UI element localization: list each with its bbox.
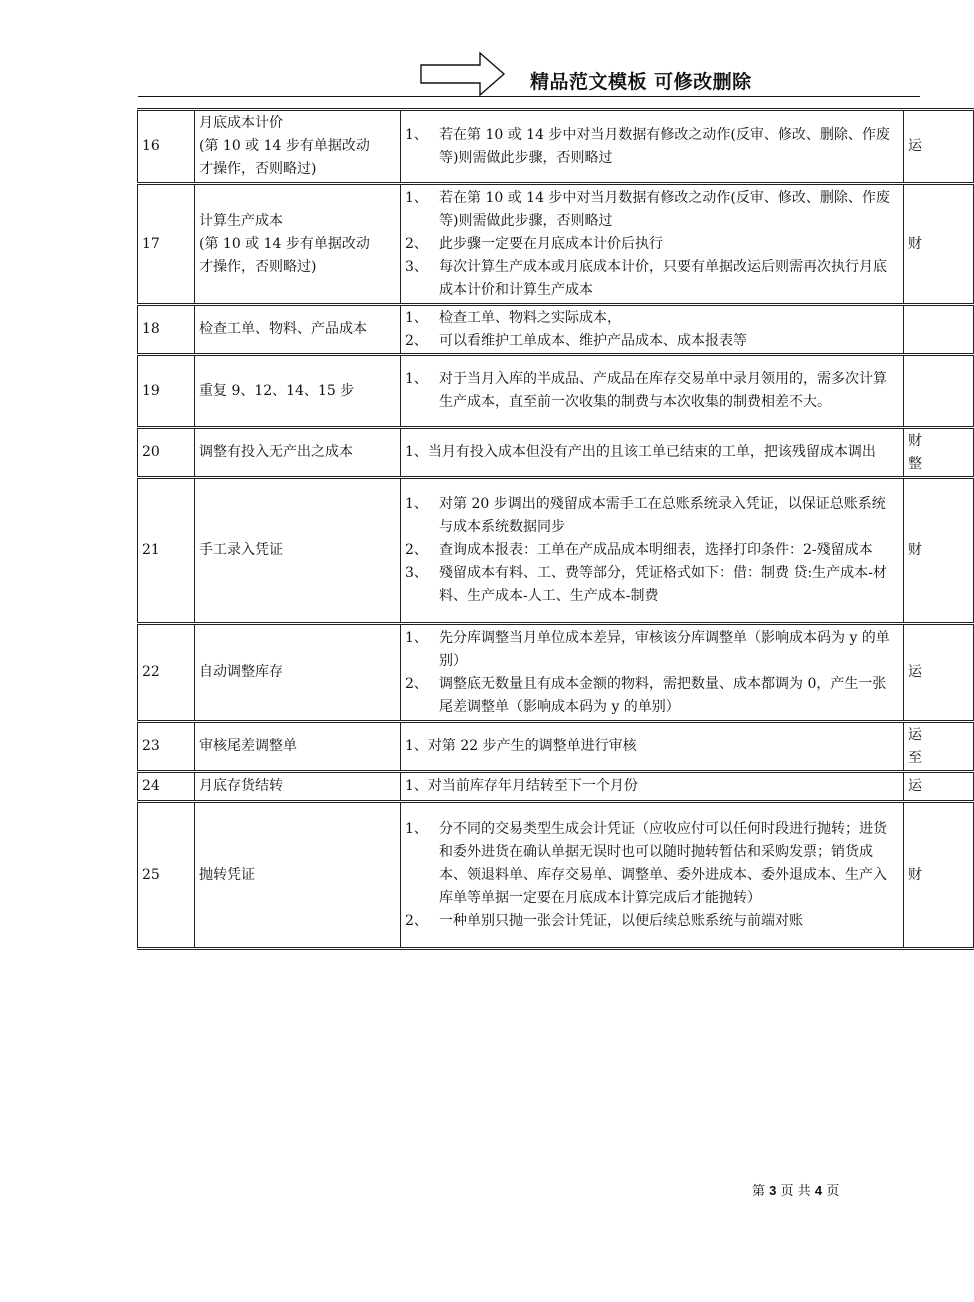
step-name [195,772,401,802]
item-text: 此步骤一定要在月底成本计价后执行 [439,235,663,252]
item-marker: 1、 [405,496,428,512]
item-text: 可以看维护工单成本、维护产品成本、成本报表等 [439,332,747,349]
description-item [405,493,899,539]
item-text: 对于当月入库的半成品、产成品在库存交易单中录月领用的，需多次计算生产成本，直至前一次收集的制费与本次收集的制费相差不大。 [439,371,887,410]
description-item [405,187,899,233]
step-number: 22 [138,624,195,722]
step-number: 23 [138,722,195,772]
table-row [138,802,974,949]
step-description [401,478,904,624]
item-marker: 3、 [405,258,428,275]
description-item [405,673,899,719]
step-description [401,184,904,305]
table-row [138,110,974,184]
step-number: 20 [138,428,195,478]
responsible-cell: 运 至 [904,722,974,772]
responsible-cell: 财 [904,478,974,624]
page-footer [752,1180,839,1199]
step-description [401,428,904,478]
item-marker: 2、 [405,542,428,558]
header-rule [138,96,920,97]
item-marker: 1、 [405,189,428,206]
step-number: 21 [138,478,195,624]
responsible-cell: 财 整 [904,428,974,478]
process-table-wrapper [137,108,920,950]
responsible-cell: 运 [904,772,974,802]
item-marker: 1、 [405,371,428,387]
item-marker: 1、 [405,820,428,837]
step-name-line: 抛转凭证 [199,866,255,883]
table-row [138,722,974,772]
footer-prefix: 第 [752,1184,766,1199]
item-text: 先分库调整当月单位成本差异，审核该分库调整单（影响成本码为 y 的单别） [439,629,890,669]
step-name-line: (第 10 或 14 步有单据改动 [199,235,370,252]
description-item [405,775,899,798]
item-text: 调整底无数量且有成本金额的物料，需把数量、成本都调为 0，产生一张尾差调整单（影响成本码为 y 的单别） [439,675,887,715]
step-name [195,624,401,722]
table-row [138,184,974,305]
description-item [405,441,899,464]
arrow-icon [420,52,506,96]
item-text: 每次计算生产成本或月底成本计价，只要有单据改运后则需再次执行月底成本计价和计算生产成本 [439,258,887,298]
step-name-line: 审核尾差调整单 [199,738,297,754]
step-description [401,624,904,722]
responsible-cell [904,355,974,428]
description-item [405,910,899,933]
footer-mid: 页 共 [780,1184,811,1199]
table-row [138,355,974,428]
description-item [405,330,899,353]
step-description [401,110,904,184]
process-table [137,108,974,950]
step-name-line: 才操作，否则略过) [199,161,317,177]
description-item [405,562,899,608]
step-name-line: 调整有投入无产出之成本 [199,444,353,460]
step-name [195,802,401,949]
step-description [401,802,904,949]
table-row [138,624,974,722]
step-name-line: 检查工单、物料、产品成本 [199,321,367,337]
item-text: 检查工单、物料之实际成本， [439,309,621,326]
item-marker: 1、 [405,309,428,326]
item-marker: 2、 [405,675,428,692]
item-text: 1、当月有投入成本但没有产出的且该工单已结束的工单，把该残留成本调出 [405,444,876,460]
responsible-cell: 运 [904,624,974,722]
step-name [195,722,401,772]
step-number: 17 [138,184,195,305]
step-description [401,305,904,355]
step-description [401,722,904,772]
responsible-cell: 运 [904,110,974,184]
step-name [195,305,401,355]
step-name-line: 计算生产成本 [199,212,283,229]
item-marker: 1、 [405,126,428,143]
description-item [405,368,899,414]
step-name-line: 月底存货结转 [199,778,283,794]
step-name-line: 才操作，否则略过) [199,258,317,275]
item-text: 若在第 10 或 14 步中对当月数据有修改之动作(反审、修改、删除、作废等)则需做此步骤，否则略过 [439,189,890,229]
item-text: 殘留成本有料、工、费等部分，凭证格式如下：借：制费 贷:生产成本-材料、生产成本-人工、生产成本-制费 [439,565,887,604]
step-number: 25 [138,802,195,949]
table-row [138,305,974,355]
header-title: 精品范文模板 可修改删除 [530,71,752,93]
item-text: 分不同的交易类型生成会计凭证（应收应付可以任何时段进行抛转；进货和委外进货在确认单据无误时也可以随时抛转暂估和采购发票；销货成本、领退料单、库存交易单、调整单、委外进成本、委外退成本、生产入库单等单据一定要在月底成本计算完成后才能抛转） [439,820,887,906]
step-description [401,772,904,802]
step-name [195,355,401,428]
step-name [195,110,401,184]
footer-total-pages: 4 [814,1183,823,1198]
description-item [405,539,899,562]
description-item [405,818,899,910]
table-row [138,428,974,478]
item-marker: 3、 [405,565,428,581]
step-name [195,478,401,624]
step-number: 16 [138,110,195,184]
description-item [405,627,899,673]
item-marker: 2、 [405,332,428,349]
table-row [138,772,974,802]
description-item [405,124,899,170]
footer-suffix: 页 [826,1184,840,1199]
footer-page-number: 3 [769,1183,777,1198]
table-row [138,478,974,624]
item-text: 查询成本报表：工单在产成品成本明细表，选择打印条件：2-殘留成本 [439,542,873,558]
responsible-cell: 财 [904,802,974,949]
step-name-line: (第 10 或 14 步有单据改动 [199,138,370,154]
responsible-cell [904,305,974,355]
description-item [405,735,899,758]
step-name-line: 月底成本计价 [199,115,283,131]
description-item [405,256,899,302]
step-description [401,355,904,428]
step-number: 24 [138,772,195,802]
responsible-cell: 财 [904,184,974,305]
step-name-line: 手工录入凭证 [199,542,283,558]
step-number: 19 [138,355,195,428]
item-text: 1、对当前库存年月结转至下一个月份 [405,778,638,794]
item-marker: 2、 [405,912,428,929]
item-marker: 1、 [405,629,428,646]
step-name [195,184,401,305]
step-name-line: 重复 9、12、14、15 步 [199,382,355,399]
description-item [405,307,899,330]
description-item [405,233,899,256]
item-text: 若在第 10 或 14 步中对当月数据有修改之动作(反审、修改、删除、作废等)则需做此步骤，否则略过 [439,126,890,166]
item-text: 一种单别只抛一张会计凭证，以便后续总账系统与前端对账 [439,912,803,929]
step-number: 18 [138,305,195,355]
item-marker: 2、 [405,235,428,252]
item-text: 对第 20 步调出的殘留成本需手工在总账系统录入凭证，以保证总账系统与成本系统数据同步 [439,496,886,535]
step-name-line: 自动调整库存 [199,664,283,680]
step-name [195,428,401,478]
item-text: 1、对第 22 步产生的调整单进行审核 [405,738,637,754]
